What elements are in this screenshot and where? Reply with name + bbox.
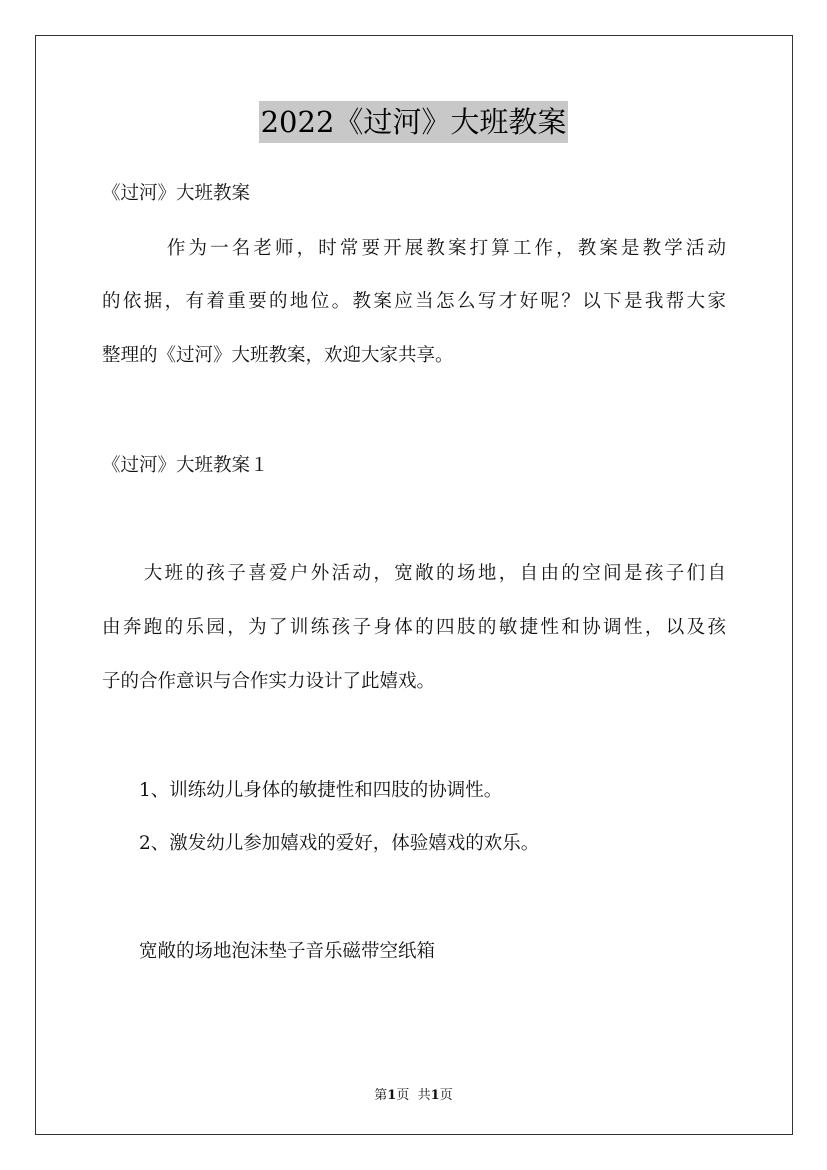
design-line-1: 大班的孩子喜爱户外活动，宽敞的场地，自由的空间是孩子们自 <box>102 563 726 584</box>
footer-page-number: 1 <box>387 1088 397 1103</box>
materials-line: 宽敞的场地泡沫垫子音乐磁带空纸箱 <box>102 941 436 962</box>
page-footer <box>0 1084 827 1103</box>
footer-total-suffix: 页 <box>439 1088 453 1103</box>
intro-line-1: 作为一名老师，时常要开展教案打算工作，教案是教学活动 <box>102 238 726 259</box>
title-container <box>0 101 827 143</box>
footer-prefix: 第 <box>374 1088 388 1103</box>
design-line-2: 由奔跑的乐园，为了训练孩子身体的四肢的敏捷性和协调性，以及孩 <box>102 617 726 638</box>
intro-line-3: 整理的《过河》大班教案，欢迎大家共享。 <box>102 345 454 366</box>
document-subtitle: 《过河》大班教案 <box>102 183 251 204</box>
intro-line-2: 的依据，有着重要的地位。教案应当怎么写才好呢？以下是我帮大家 <box>102 291 726 312</box>
footer-page-suffix: 页 <box>396 1088 410 1103</box>
document-title: 2022《过河》大班教案 <box>259 101 569 143</box>
goal-item-1: 1、训练幼儿身体的敏捷性和四肢的协调性。 <box>102 780 503 801</box>
goal-item-2: 2、激发幼儿参加嬉戏的爱好，体验嬉戏的欢乐。 <box>102 833 540 854</box>
section-heading: 《过河》大班教案１ <box>102 455 269 476</box>
design-line-3: 子的合作意识与合作实力设计了此嬉戏。 <box>102 671 436 692</box>
footer-total-pages: 1 <box>430 1088 440 1103</box>
footer-total-prefix: 共 <box>417 1088 431 1103</box>
